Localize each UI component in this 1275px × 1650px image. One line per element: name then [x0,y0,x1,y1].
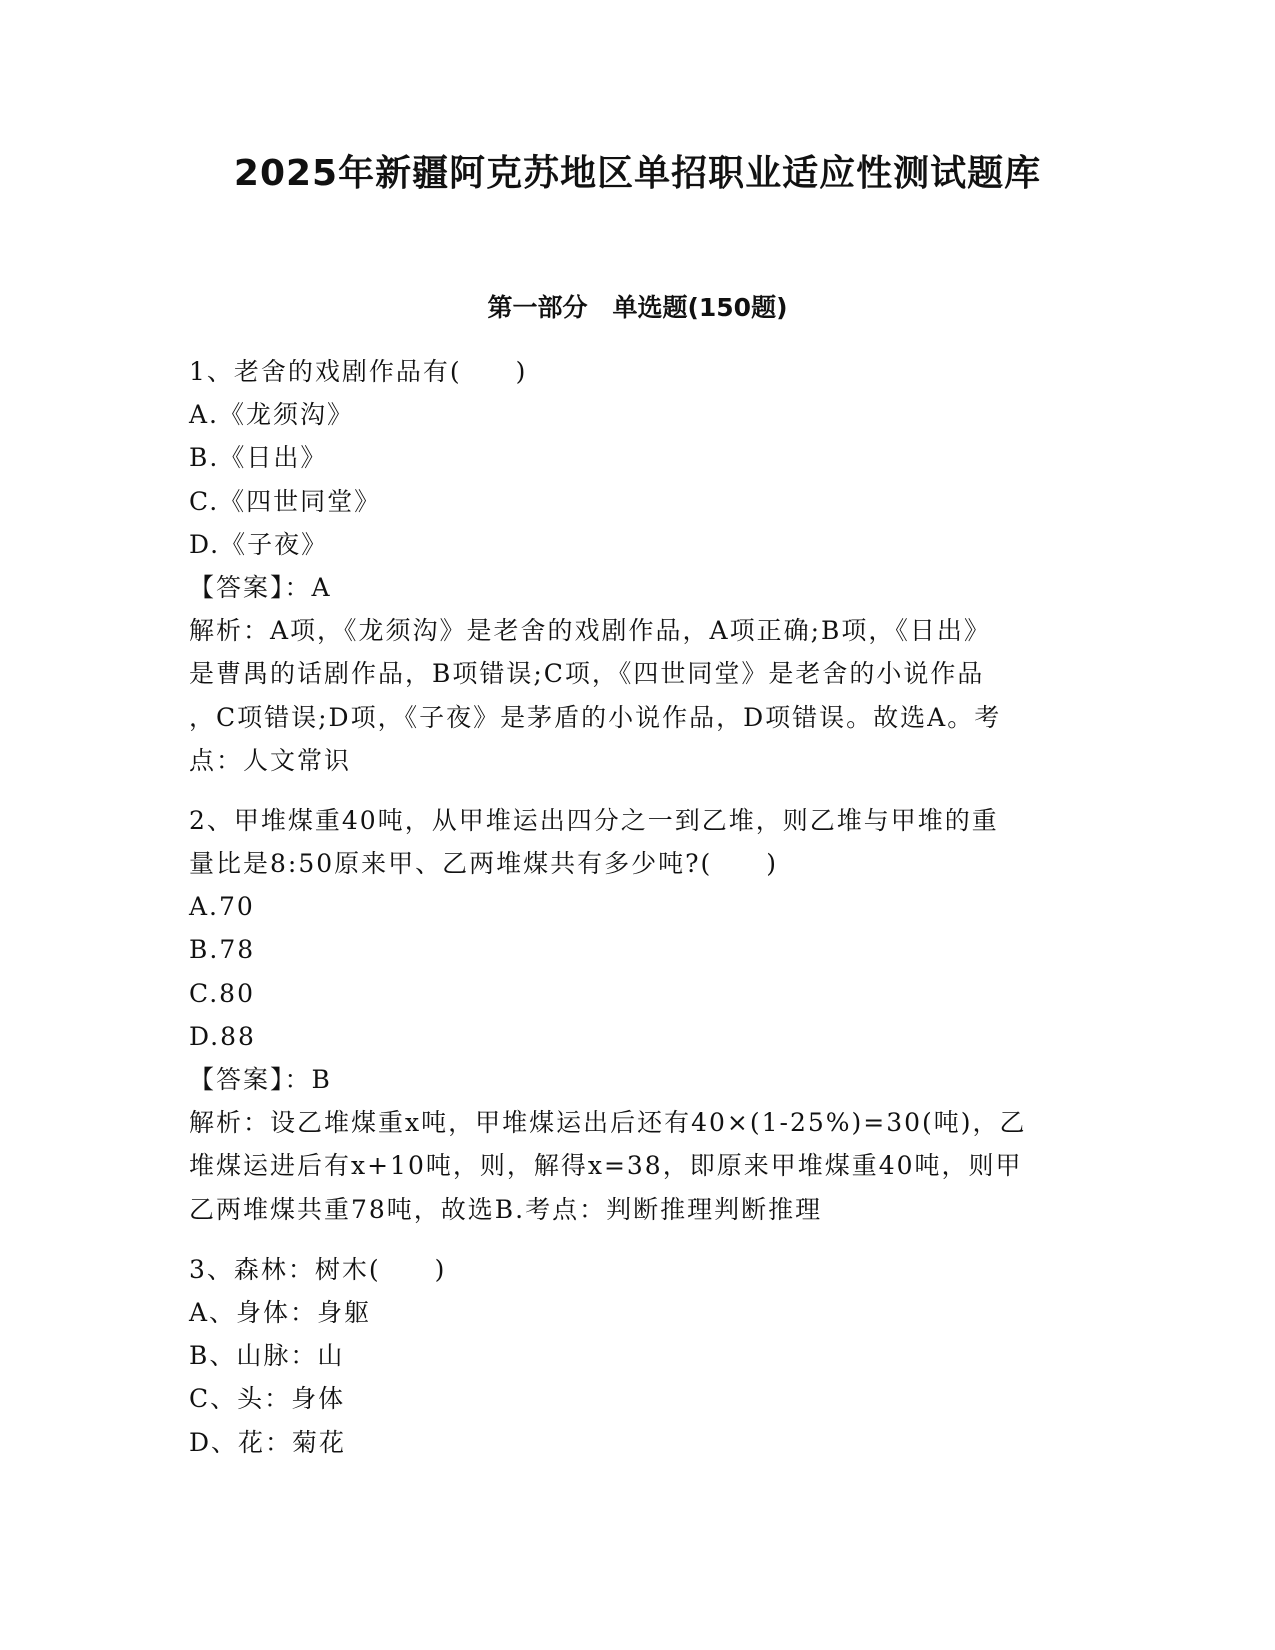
option-d: D.88 [189,1021,256,1051]
option-c: C、头：身体 [189,1384,346,1414]
option-d: D、花：菊花 [189,1427,347,1457]
question-1 [189,350,1089,782]
option-d: D.《子夜》 [189,529,329,559]
question-stem: 1、老舍的戏剧作品有( ) [189,357,528,386]
answer: 【答案】：A [189,572,332,602]
question-stem: 2、甲堆煤重40吨，从甲堆运出四分之一到乙堆，则乙堆与甲堆的重 [189,805,999,835]
question-list [189,350,1089,1481]
option-a: A.70 [189,892,255,922]
analysis-line: ，C项错误;D项，《子夜》是茅盾的小说作品，D项错误。故选A。考 [189,702,1002,732]
analysis-line: 乙两堆煤共重78吨，故选B.考点：判断推理判断推理 [189,1194,823,1224]
section-title: 第一部分 单选题(150题) [487,293,788,322]
option-c: C.《四世同堂》 [189,486,382,516]
option-b: B.78 [189,935,256,965]
option-a: A.《龙须沟》 [189,400,355,430]
document-title: 2025年新疆阿克苏地区单招职业适应性测试题库 [233,153,1042,194]
option-c: C.80 [189,978,255,1008]
analysis-line: 解析：设乙堆煤重x吨，甲堆煤运出后还有40×(1-25%)=30(吨)，乙 [189,1108,1027,1138]
question-2 [189,799,1089,1231]
analysis-line: 点：人文常识 [189,745,352,775]
option-a: A、身体：身躯 [189,1297,372,1327]
answer: 【答案】：B [189,1065,332,1094]
option-b: B.《日出》 [189,443,328,473]
analysis-line: 堆煤运进后有x+10吨，则，解得x=38，即原来甲堆煤重40吨，则甲 [189,1151,1023,1181]
analysis-line: 解析：A项，《龙须沟》是老舍的戏剧作品，A项正确;B项，《日出》 [189,616,991,646]
question-stem: 量比是8:50原来甲、乙两堆煤共有多少吨?( ) [189,849,779,879]
question-3 [189,1248,1089,1464]
analysis-line: 是曹禺的话剧作品，B项错误;C项，《四世同堂》是老舍的小说作品 [189,659,985,689]
question-stem: 3、森林：树木( ) [189,1254,447,1284]
option-b: B、山脉：山 [189,1341,345,1371]
